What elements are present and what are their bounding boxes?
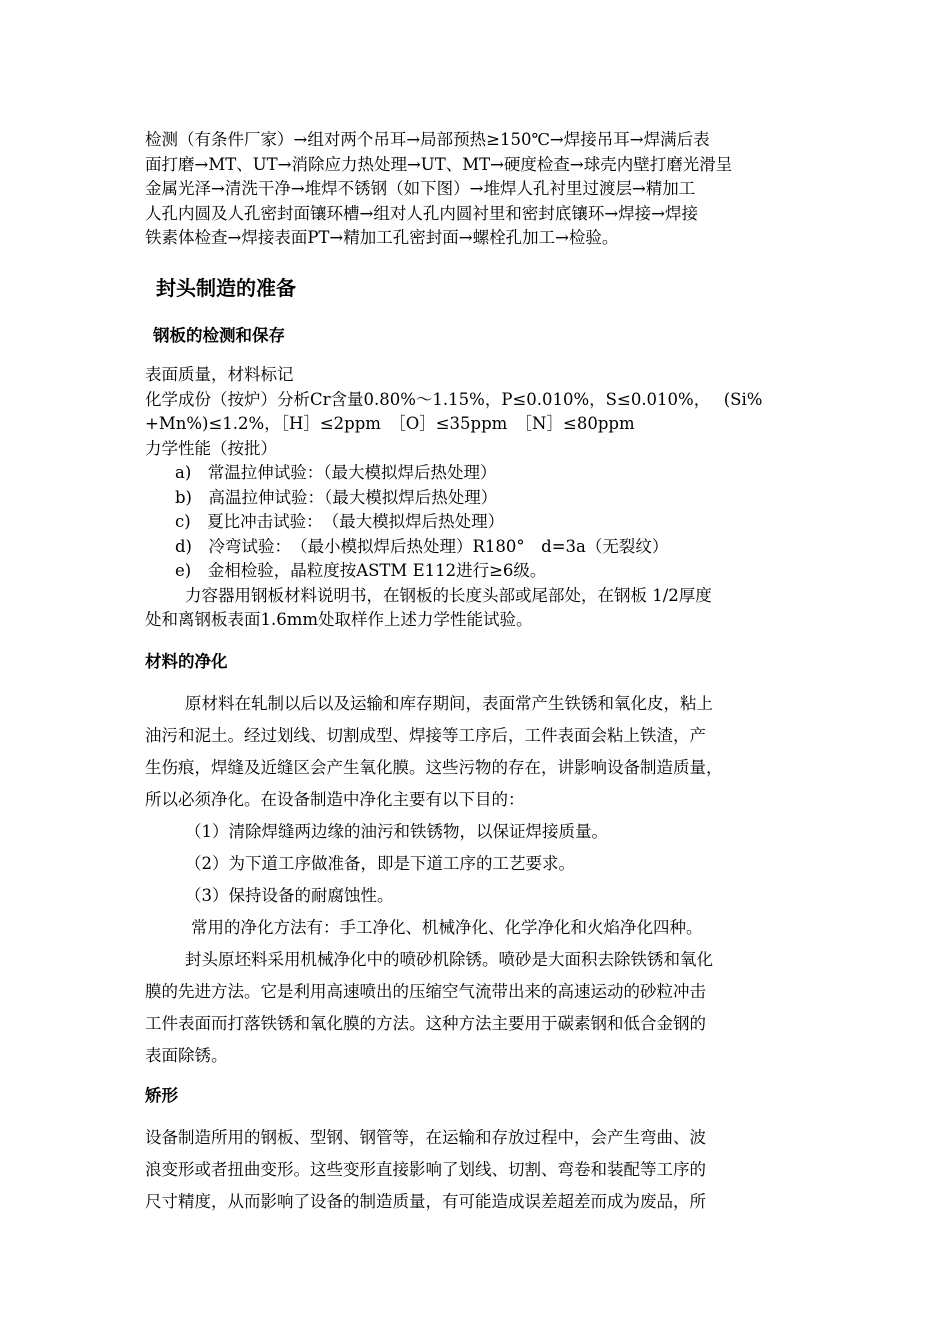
text-line: 表面除锈。 [145,1046,228,1065]
material-cleaning-body [145,688,810,1072]
text-line: 力学性能（按批） [145,438,277,458]
straightening-heading: 矫形 [145,1086,178,1105]
text-line: 金属光泽→清洗干净→堆焊不锈钢（如下图）→堆焊人孔衬里过渡层→精加工 [145,179,696,198]
list-item: （3）保持设备的耐腐蚀性。 [185,886,394,905]
text-line: 铁素体检查→焊接表面PT→精加工孔密封面→螺栓孔加工→检验。 [145,228,619,247]
text-line: 表面质量，材料标记 [145,365,294,384]
text-line: 所以必须净化。在设备制造中净化主要有以下目的： [145,790,525,809]
material-cleaning-heading: 材料的净化 [145,652,228,671]
text-line: 浪变形或者扭曲变形。这些变形直接影响了划线、切割、弯卷和装配等工序的 [145,1160,706,1179]
list-item: （1）清除焊缝两边缘的油污和铁锈物，以保证焊接质量。 [185,822,608,841]
steel-inspection-heading: 钢板的检测和保存 [153,326,285,345]
test-item: a) 常温拉伸试验：（最大模拟焊后热处理） [175,463,497,482]
straightening-body [145,1122,810,1218]
list-item: （2）为下道工序做准备，即是下道工序的工艺要求。 [185,854,575,873]
text-line: 面打磨→MT、UT→消除应力热处理→UT、MT→硬度检查→球壳内壁打磨光滑呈 [145,154,733,174]
text-line: 原材料在轧制以后以及运输和库存期间，表面常产生铁锈和氧化皮，粘上 [185,694,713,713]
text-line: 封头原坯料采用机械净化中的喷砂机除锈。喷砂是大面积去除铁锈和氧化 [185,950,713,969]
text-line: 力容器用钢板材料说明书，在钢板的长度头部或尾部处，在钢板 1/2厚度 [185,585,712,605]
test-item: d) 冷弯试验： （最小模拟焊后热处理）R180° d=3a（无裂纹） [175,536,669,556]
text-line: +Mn%)≤1.2%，［H］≤2ppm ［O］≤35ppm ［N］≤80ppm [145,414,635,433]
text-line: 常用的净化方法有：手工净化、机械净化、化学净化和火焰净化四种。 [191,918,703,937]
text-line: 工件表面而打落铁锈和氧化膜的方法。这种方法主要用于碳素钢和低合金钢的 [145,1014,706,1033]
text-line: 检测（有条件厂家）→组对两个吊耳→局部预热≥150℃→焊接吊耳→焊满后表 [145,130,710,149]
text-line: 化学成份（按炉）分析Cr含量0.80%～1.15%，P≤0.010%，S≤0.010%， (Si% [145,389,763,409]
test-item: b) 高温拉伸试验：（最大模拟焊后热处理） [175,487,498,507]
text-line: 设备制造所用的钢板、型钢、钢管等，在运输和存放过程中，会产生弯曲、波 [145,1128,706,1147]
text-line: 生伤痕，焊缝及近缝区会产生氧化膜。这些污物的存在，讲影响设备制造质量， [145,758,723,777]
section-title: 封头制造的准备 [156,276,296,300]
text-line: 人孔内圆及人孔密封面镶环槽→组对人孔内圆衬里和密封底镶环→焊接→焊接 [145,203,698,223]
text-line: 膜的先进方法。它是利用高速喷出的压缩空气流带出来的高速运动的砂粒冲击 [145,982,706,1001]
intro-process-paragraph [145,128,810,251]
text-line: 尺寸精度，从而影响了设备的制造质量，有可能造成误差超差而成为废品，所 [145,1192,706,1211]
text-line: 油污和泥土。经过划线、切割成型、焊接等工序后，工件表面会粘上铁渣，产 [145,726,706,745]
text-line: 处和离钢板表面1.6mm处取样作上述力学性能试验。 [145,610,533,629]
test-item: c) 夏比冲击试验： （最大模拟焊后热处理） [175,512,505,531]
test-item: e) 金相检验，晶粒度按ASTM E112进行≥6级。 [175,561,547,580]
steel-inspection-body [145,363,810,633]
